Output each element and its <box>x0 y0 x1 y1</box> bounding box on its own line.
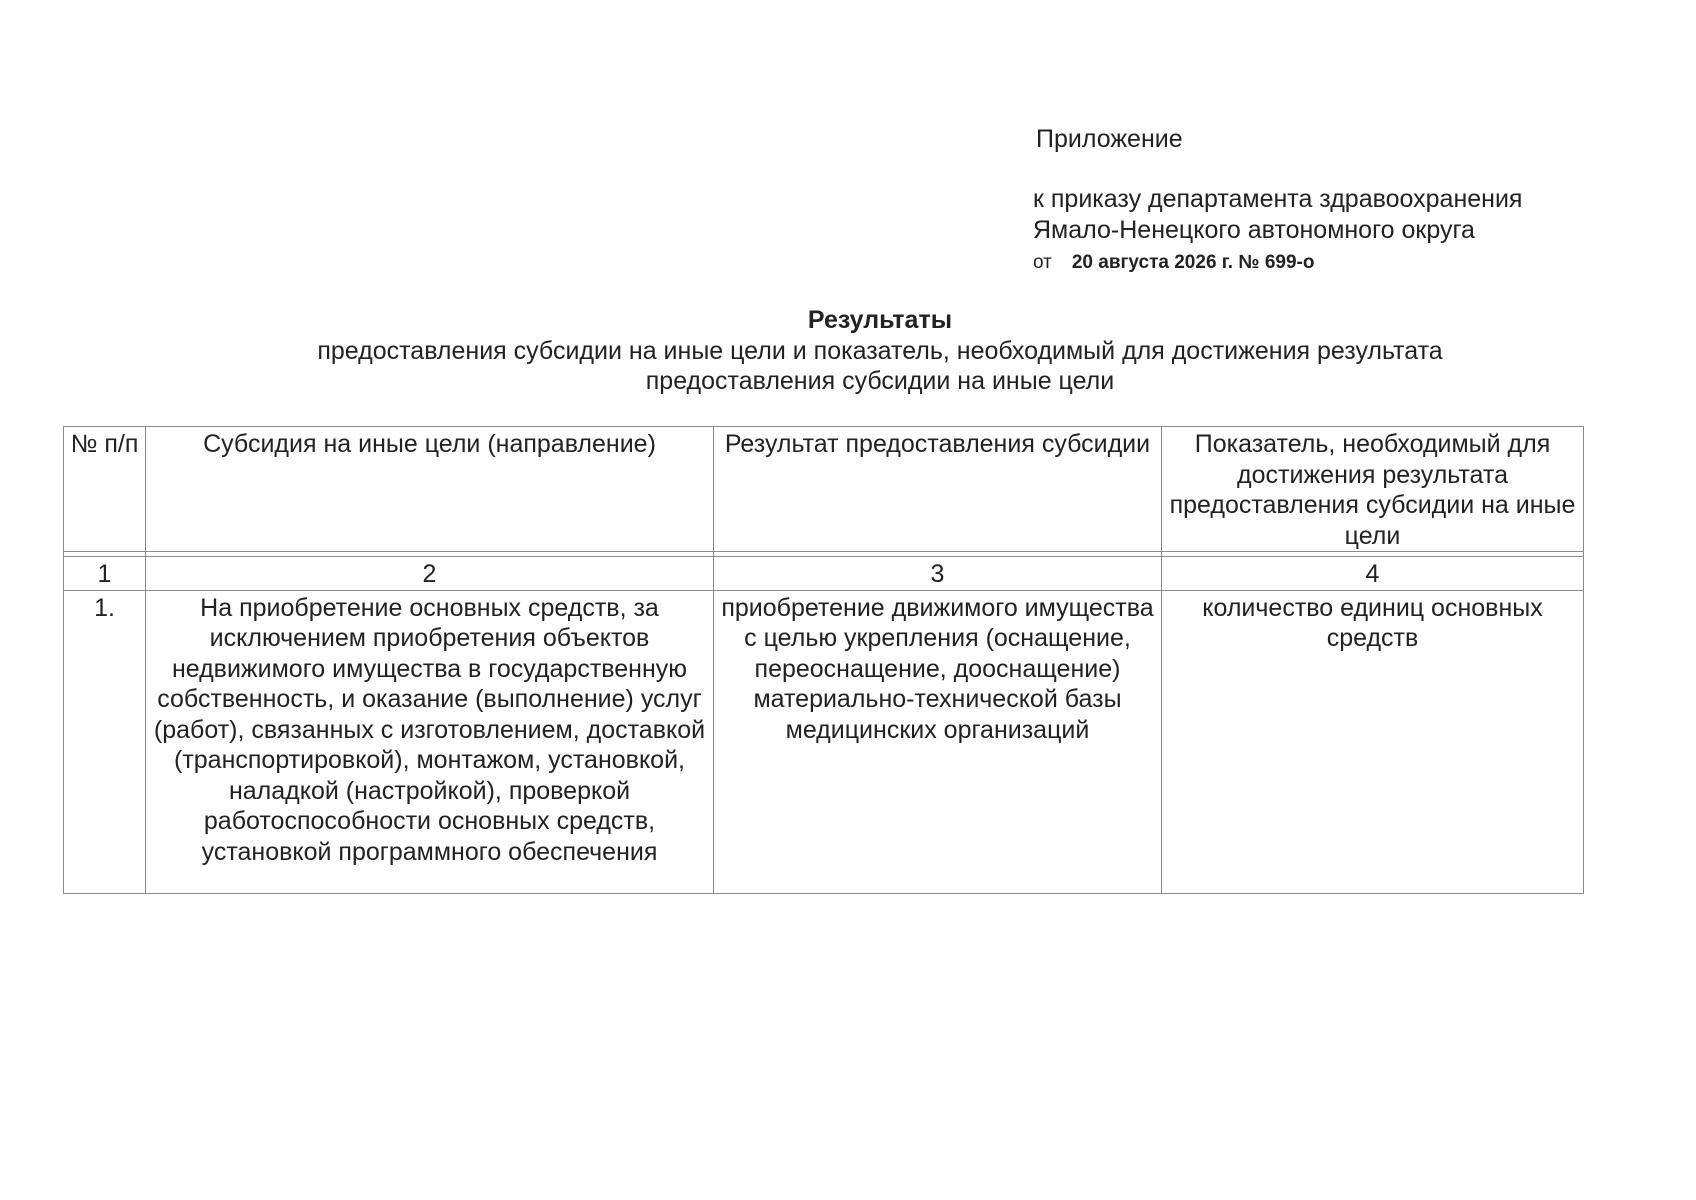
column-number-cell: 3 <box>714 557 1162 591</box>
result-cell: приобретение движимого имущества с целью укрепления (оснащение, переоснащение, дооснащение) материально-технической базы медицинских организаций <box>714 590 1162 893</box>
column-number-cell: 4 <box>1162 557 1584 591</box>
table-column-number-row <box>64 557 1584 591</box>
order-date-prefix: от <box>1033 252 1052 273</box>
header-cell-result: Результат предоставления субсидии <box>714 427 1162 552</box>
order-date-value: 20 августа 2026 г. № 699-о <box>1071 252 1315 273</box>
document-subtitle-line2: предоставления субсидии на иные цели <box>645 367 1115 395</box>
order-reference <box>1033 184 1522 246</box>
document-title: Результаты <box>807 306 953 334</box>
column-number-cell: 2 <box>146 557 714 591</box>
results-table <box>63 426 1584 894</box>
order-date-line <box>1033 251 1314 275</box>
appendix-label: Приложение <box>1036 125 1183 153</box>
order-line-department: к приказу департамента здравоохранения <box>1033 185 1523 213</box>
header-cell-subsidy: Субсидия на иные цели (направление) <box>146 427 714 552</box>
table-row <box>64 590 1584 893</box>
subsidy-cell: На приобретение основных средств, за исключением приобретения объектов недвижимого имущества в государственную собственность, и оказание (выполнение) услуг (работ), связанных с изготовлением, доставкой (транспортировкой), монтажом, установкой, наладкой (настройкой), проверкой работоспособности основных средств, установкой программного обеспечения <box>146 590 714 893</box>
order-line-region: Ямало-Ненецкого автономного округа <box>1033 216 1475 244</box>
header-cell-indicator: Показатель, необходимый для достижения результата предоставления субсидии на иные цели <box>1162 427 1584 552</box>
row-number-cell: 1. <box>64 590 146 893</box>
column-number-cell: 1 <box>64 557 146 591</box>
header-cell-number: № п/п <box>64 427 146 552</box>
document-subtitle-line1: предоставления субсидии на иные цели и показатель, необходимый для достижения результата <box>317 337 1443 365</box>
table-header-row <box>64 427 1584 552</box>
indicator-cell: количество единиц основных средств <box>1162 590 1584 893</box>
